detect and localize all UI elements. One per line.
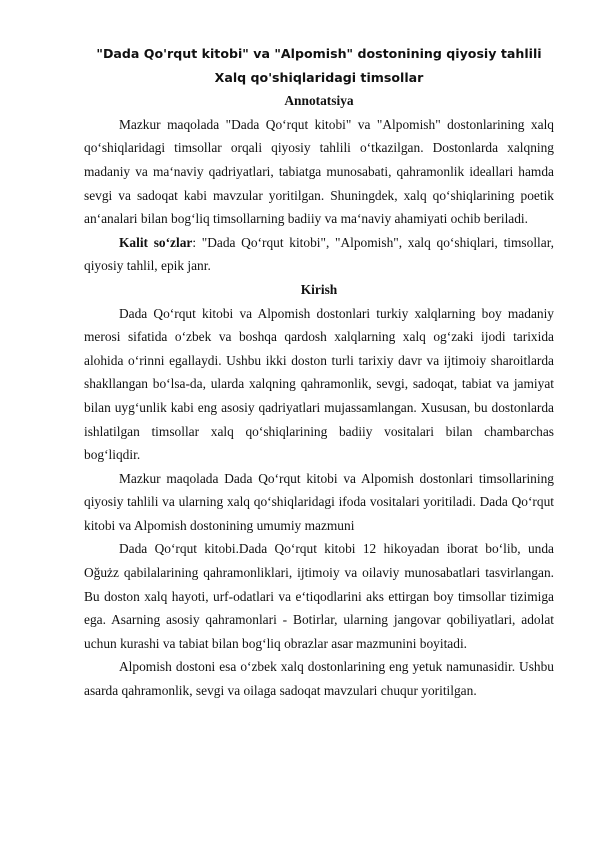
intro-paragraph-3: Dada Qo‘rqut kitobi.Dada Qo‘rqut kitobi 12 hikoyadan iborat bo‘lib, unda Oğużz qabilalarining qahramonliklari, ijtimoiy va oilaviy munosabatlari tasvirlangan. Bu doston xalq hayoti, urf-odatlari va e‘tiqodlarini aks ettirgan boy timsollar tizimiga ega. Asarning asosiy qahramonlari - Botirlar, ularning jangovar qobiliyatlari, adolat uchun kurashi va tabiat bilan bog‘liq obrazlar asar mazmunini boyitadi. (84, 541, 554, 651)
keywords-label: Kalit so‘zlar (119, 234, 193, 250)
article-title: "Dada Qo'rqut kitobi" va "Alpomish" dostonining qiyosiy tahlili Xalq qo'shiqlaridagi timsollar (96, 46, 542, 85)
document-page (84, 42, 554, 703)
keywords-text: : "Dada Qo‘rqut kitobi", "Alpomish", xalq qo‘shiqlari, timsollar, qiyosiy tahlil, epik janr. (84, 234, 554, 274)
intro-paragraph-4: Alpomish dostoni esa o‘zbek xalq dostonlarining eng yetuk namunasidir. Ushbu asarda qahramonlik, sevgi va oilaga sadoqat mavzulari chuqur yoritilgan. (84, 659, 554, 699)
keywords-paragraph (84, 231, 554, 278)
intro-paragraph-2: Mazkur maqolada Dada Qo‘rqut kitobi va Alpomish dostonlari timsollarining qiyosiy tahlili va ularning xalq qo‘shiqlaridagi ifoda vositalari yoritiladi. Dada Qo‘rqut kitobi va Alpomish dostonining umumiy mazmuni (84, 470, 554, 533)
intro-heading: Kirish (300, 281, 338, 297)
annotation-heading: Annotatsiya (284, 93, 354, 109)
annotation-text: Mazkur maqolada "Dada Qo‘rqut kitobi" va "Alpomish" dostonlarining xalq qo‘shiqlaridagi timsollar orqali qiyosiy tahlili o‘tkazilgan. Dostonlarda xalqning madaniy va ma‘naviy qadriyatlari, tabiatga munosabati, qahramonlik ideallari hamda sevgi va sadoqat kabi mavzular yoritilgan. Shuningdek, xalq qo‘shiqlarining poetik an‘analari bilan bog‘liq timsollarning badiiy va ma‘naviy ahamiyati ochib beriladi. (84, 116, 554, 227)
intro-paragraph-1: Dada Qo‘rqut kitobi va Alpomish dostonlari turkiy xalqlarning boy madaniy merosi sifatida o‘zbek va boshqa qardosh xalqlarning xalq og‘zaki ijodi tarixida alohida o‘rinni egallaydi. Ushbu ikki doston turli tarixiy davr va ijtimoiy sharoitlarda shakllangan bo‘lsa-da, ularda xalqning qahramonlik, sevgi, sadoqat, tabiat va jamiyat bilan uyg‘unlik kabi eng asosiy qadriyatlari mujassamlangan. Xususan, bu dostonlarda ishlatilgan timsollar xalq qo‘shiqlarining badiiy vositalari bilan chambarchas bog‘liqdir. (84, 305, 554, 463)
